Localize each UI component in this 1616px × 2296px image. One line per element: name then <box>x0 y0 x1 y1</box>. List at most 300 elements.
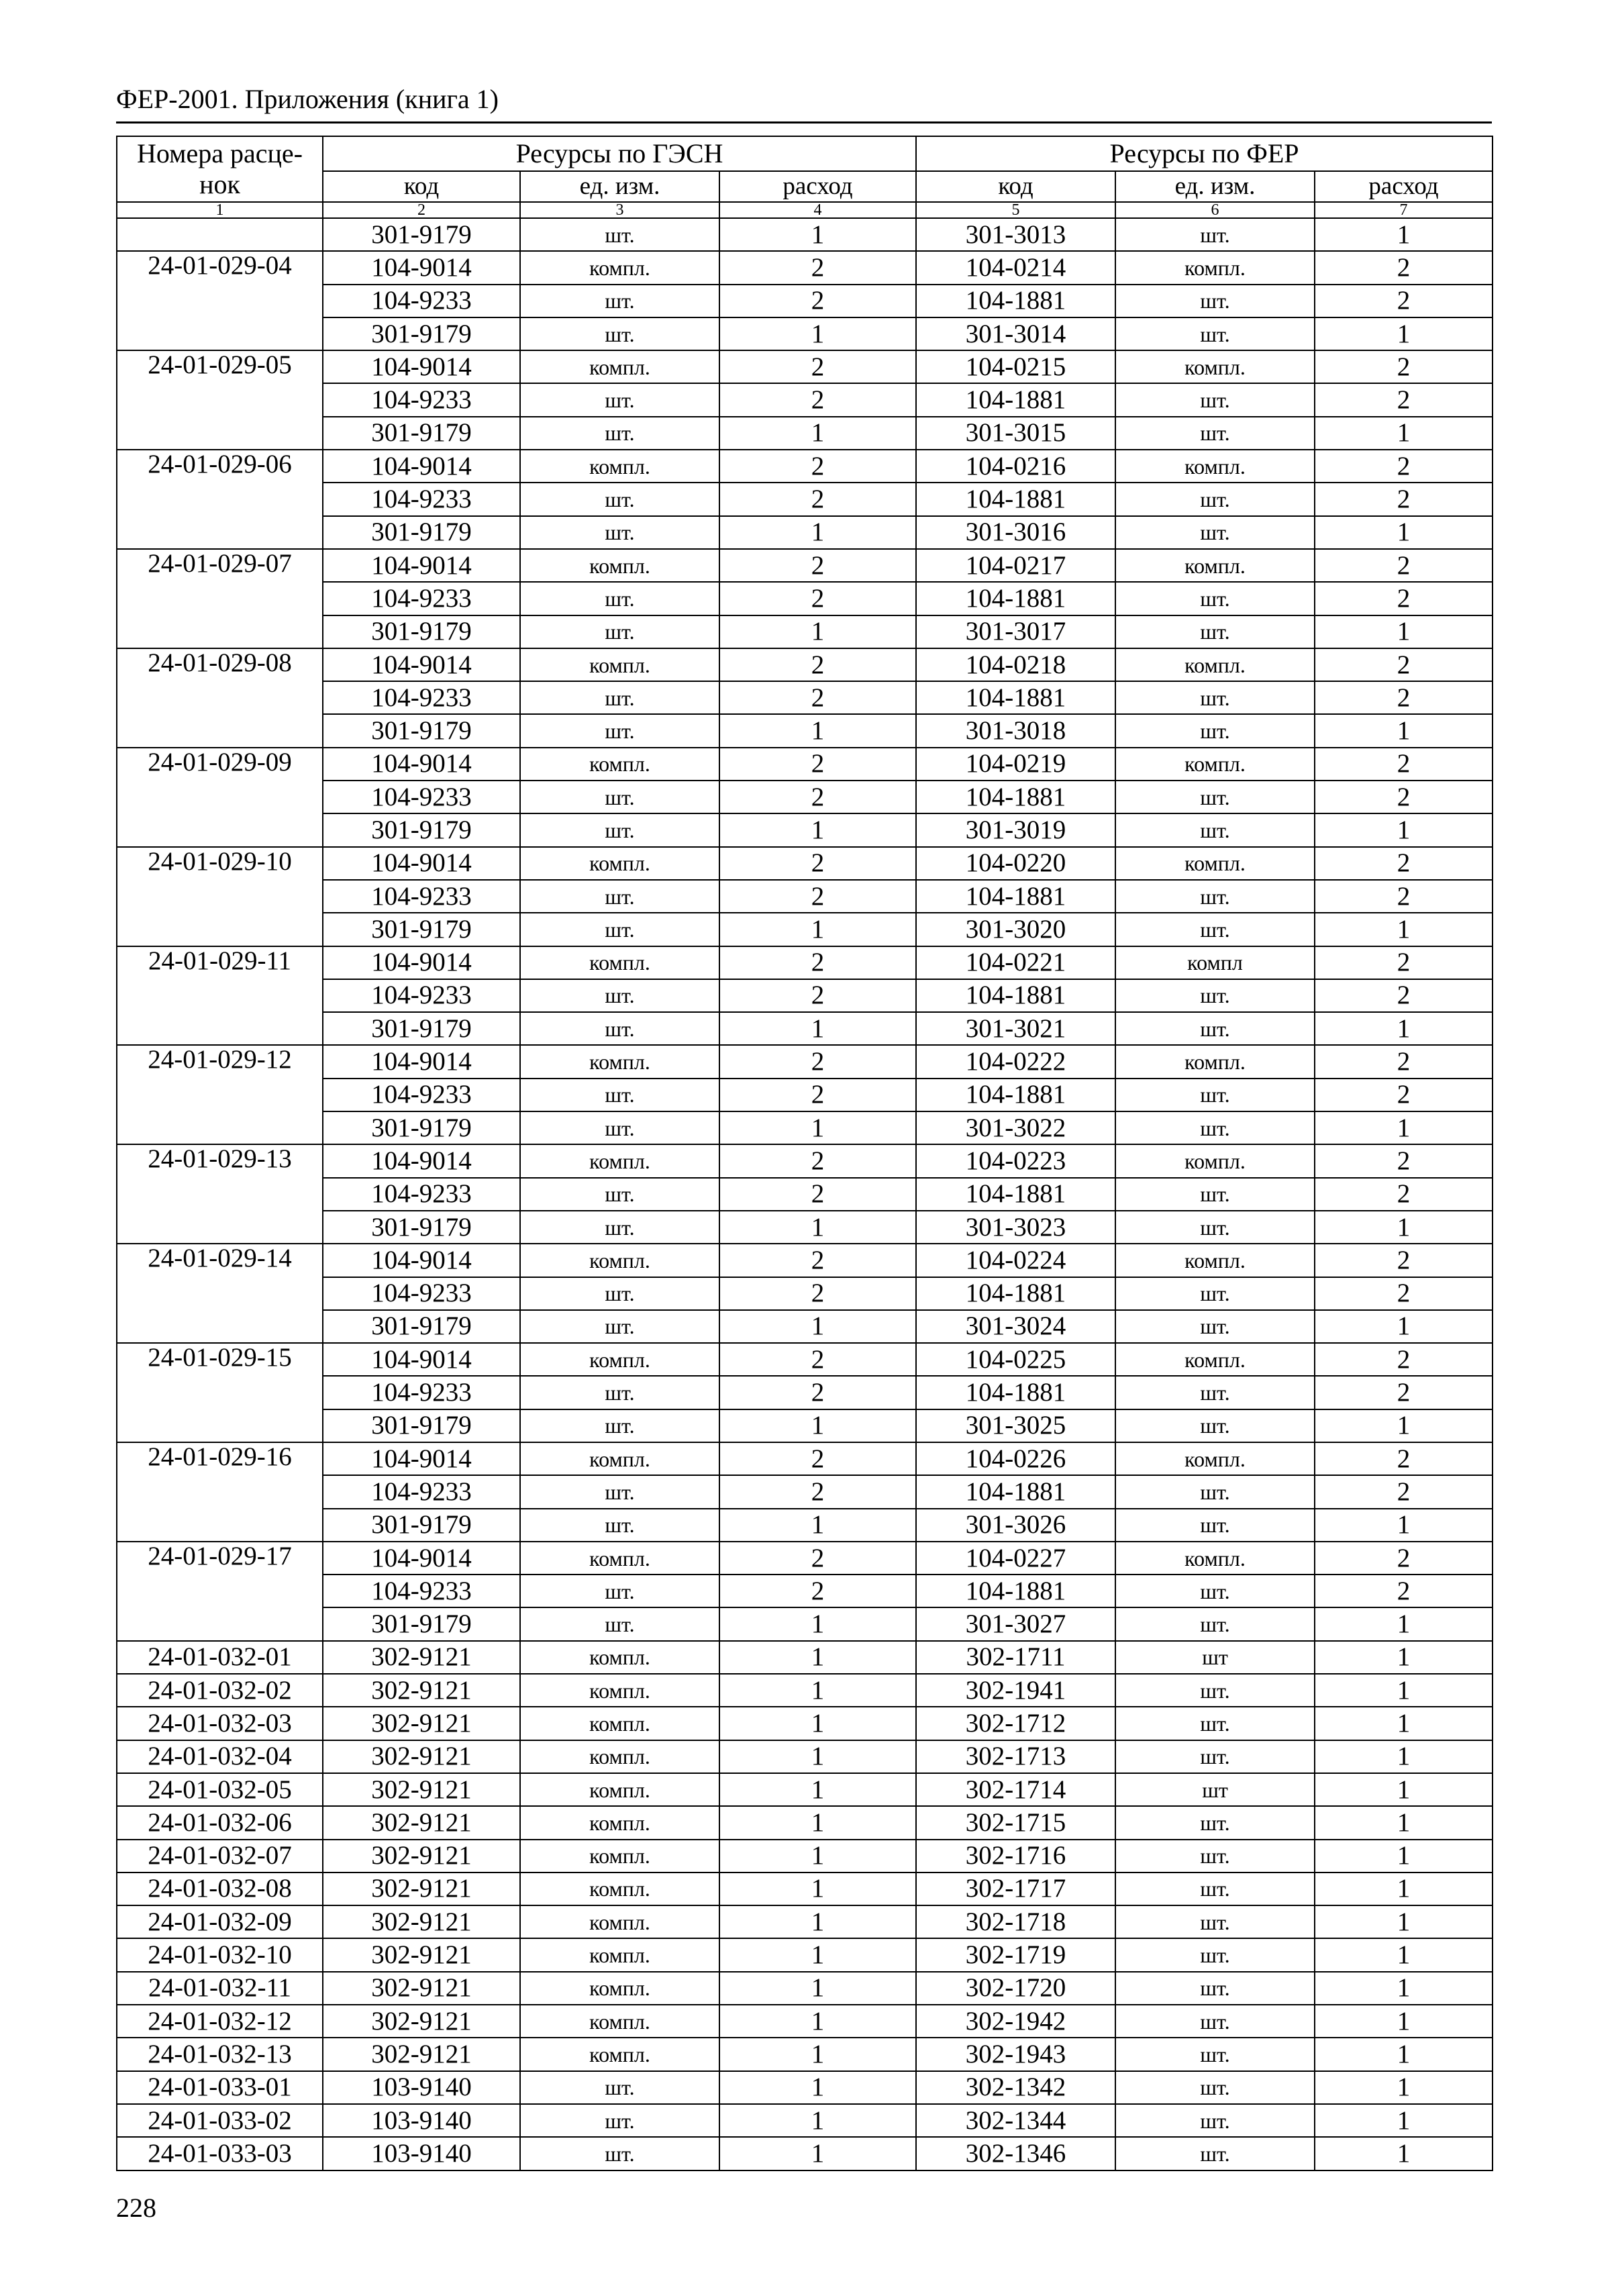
header-rule <box>116 121 1492 123</box>
rate-number-cell: 24-01-032-04 <box>117 1740 323 1773</box>
rate-number-header: Номера расце- нок <box>117 136 323 202</box>
gesn-amount-cell: 2 <box>719 450 916 483</box>
gesn-unit-cell: шт. <box>520 781 719 813</box>
fer-amount-cell: 1 <box>1315 1972 1493 2005</box>
fer-unit-cell: шт. <box>1115 483 1315 515</box>
fer-code-cell: 302-1342 <box>916 2071 1115 2104</box>
fer-code-cell: 302-1943 <box>916 2038 1115 2070</box>
table-row <box>117 582 1493 615</box>
fer-code-cell: 302-1942 <box>916 2005 1115 2038</box>
fer-amount-header: расход <box>1315 171 1493 202</box>
fer-amount-cell: 1 <box>1315 913 1493 946</box>
fer-code-cell: 104-0226 <box>916 1442 1115 1475</box>
fer-code-cell: 302-1346 <box>916 2137 1115 2170</box>
gesn-code-cell: 302-9121 <box>323 1840 520 1873</box>
gesn-code-cell: 104-9014 <box>323 1045 520 1078</box>
fer-amount-cell: 2 <box>1315 1475 1493 1508</box>
fer-amount-cell: 1 <box>1315 1938 1493 1971</box>
gesn-amount-cell: 2 <box>719 648 916 681</box>
table-row <box>117 1972 1493 2005</box>
gesn-unit-cell: шт. <box>520 714 719 747</box>
table-row <box>117 1674 1493 1707</box>
gesn-code-cell: 104-9233 <box>323 1277 520 1310</box>
fer-unit-cell: шт. <box>1115 1509 1315 1542</box>
fer-amount-cell: 1 <box>1315 1641 1493 1674</box>
fer-code-cell: 302-1718 <box>916 1905 1115 1938</box>
fer-amount-cell: 2 <box>1315 748 1493 781</box>
fer-unit-cell: шт. <box>1115 1211 1315 1244</box>
fer-amount-cell: 1 <box>1315 2071 1493 2104</box>
gesn-amount-cell: 2 <box>719 1542 916 1575</box>
fer-unit-cell: шт. <box>1115 285 1315 317</box>
gesn-amount-header: расход <box>719 171 916 202</box>
fer-code-cell: 104-0215 <box>916 350 1115 383</box>
gesn-amount-cell: 2 <box>719 1178 916 1211</box>
fer-unit-cell: компл <box>1115 946 1315 979</box>
fer-code-cell: 302-1719 <box>916 1938 1115 1971</box>
table-row <box>117 748 1493 781</box>
gesn-unit-cell: компл. <box>520 1244 719 1277</box>
gesn-amount-cell: 2 <box>719 483 916 515</box>
fer-amount-cell: 1 <box>1315 2104 1493 2137</box>
rate-number-cell: 24-01-032-06 <box>117 1806 323 1839</box>
gesn-code-cell: 104-9233 <box>323 681 520 714</box>
fer-unit-cell: компл. <box>1115 1144 1315 1177</box>
gesn-code-cell: 104-9014 <box>323 1542 520 1575</box>
fer-unit-cell: шт. <box>1115 714 1315 747</box>
gesn-code-cell: 301-9179 <box>323 417 520 450</box>
gesn-code-cell: 302-9121 <box>323 1905 520 1938</box>
fer-unit-cell: шт. <box>1115 1178 1315 1211</box>
table-row <box>117 516 1493 549</box>
gesn-amount-cell: 1 <box>719 714 916 747</box>
fer-unit-cell: компл. <box>1115 549 1315 582</box>
table-row <box>117 1707 1493 1740</box>
gesn-amount-cell: 2 <box>719 946 916 979</box>
fer-unit-cell: шт. <box>1115 913 1315 946</box>
gesn-unit-cell: компл. <box>520 1144 719 1177</box>
fer-amount-cell: 1 <box>1315 516 1493 549</box>
table-row <box>117 1079 1493 1111</box>
fer-code-cell: 301-3013 <box>916 218 1115 251</box>
gesn-code-cell: 302-9121 <box>323 1707 520 1740</box>
rate-number-cell: 24-01-029-07 <box>117 549 323 648</box>
fer-amount-cell: 2 <box>1315 383 1493 416</box>
gesn-code-cell: 104-9233 <box>323 1376 520 1409</box>
fer-code-cell: 302-1715 <box>916 1806 1115 1839</box>
table-row <box>117 549 1493 582</box>
fer-code-cell: 104-0225 <box>916 1343 1115 1376</box>
fer-unit-cell: шт. <box>1115 1475 1315 1508</box>
fer-code-cell: 302-1720 <box>916 1972 1115 2005</box>
gesn-code-cell: 104-9014 <box>323 350 520 383</box>
gesn-code-cell: 104-9014 <box>323 847 520 880</box>
table-row <box>117 1442 1493 1475</box>
fer-unit-cell: шт. <box>1115 781 1315 813</box>
fer-code-cell: 302-1712 <box>916 1707 1115 1740</box>
gesn-unit-cell: шт. <box>520 1211 719 1244</box>
gesn-unit-cell: шт. <box>520 2071 719 2104</box>
fer-unit-cell: шт. <box>1115 2038 1315 2070</box>
fer-code-cell: 104-0223 <box>916 1144 1115 1177</box>
fer-unit-cell: шт. <box>1115 880 1315 913</box>
fer-unit-cell: компл. <box>1115 648 1315 681</box>
gesn-unit-header: ед. изм. <box>520 171 719 202</box>
fer-unit-cell: шт. <box>1115 1873 1315 1905</box>
gesn-amount-cell: 2 <box>719 285 916 317</box>
fer-unit-cell: шт. <box>1115 681 1315 714</box>
gesn-code-cell: 104-9233 <box>323 483 520 515</box>
gesn-unit-cell: шт. <box>520 913 719 946</box>
fer-amount-cell: 2 <box>1315 946 1493 979</box>
gesn-code-cell: 301-9179 <box>323 1607 520 1640</box>
fer-unit-cell: шт. <box>1115 1806 1315 1839</box>
gesn-amount-cell: 2 <box>719 251 916 284</box>
column-number: 6 <box>1115 202 1315 218</box>
fer-amount-cell: 2 <box>1315 1045 1493 1078</box>
fer-code-cell: 301-3014 <box>916 317 1115 350</box>
gesn-amount-cell: 1 <box>719 516 916 549</box>
table-row <box>117 1144 1493 1177</box>
column-number: 1 <box>117 202 323 218</box>
fer-unit-cell: шт. <box>1115 1905 1315 1938</box>
table-row <box>117 1873 1493 1905</box>
fer-amount-cell: 2 <box>1315 1144 1493 1177</box>
table-row <box>117 1409 1493 1442</box>
fer-code-cell: 104-0216 <box>916 450 1115 483</box>
gesn-amount-cell: 1 <box>719 2137 916 2170</box>
fer-amount-cell: 1 <box>1315 1873 1493 1905</box>
fer-unit-cell: шт. <box>1115 1707 1315 1740</box>
fer-amount-cell: 1 <box>1315 2038 1493 2070</box>
rate-number-cell: 24-01-029-08 <box>117 648 323 748</box>
gesn-unit-cell: шт. <box>520 1409 719 1442</box>
table-body <box>117 218 1493 2170</box>
fer-amount-cell: 1 <box>1315 813 1493 846</box>
table-row <box>117 681 1493 714</box>
column-number: 3 <box>520 202 719 218</box>
gesn-unit-cell: компл. <box>520 748 719 781</box>
fer-code-cell: 302-1713 <box>916 1740 1115 1773</box>
gesn-code-cell: 301-9179 <box>323 1409 520 1442</box>
gesn-amount-cell: 2 <box>719 1277 916 1310</box>
gesn-amount-cell: 1 <box>719 1806 916 1839</box>
gesn-amount-cell: 2 <box>719 1343 916 1376</box>
fer-unit-cell: шт. <box>1115 1079 1315 1111</box>
fer-code-cell: 104-0222 <box>916 1045 1115 1078</box>
gesn-code-cell: 104-9233 <box>323 383 520 416</box>
gesn-code-cell: 104-9014 <box>323 450 520 483</box>
gesn-unit-cell: компл. <box>520 1343 719 1376</box>
fer-amount-cell: 1 <box>1315 714 1493 747</box>
gesn-code-cell: 301-9179 <box>323 1310 520 1343</box>
rate-number-cell: 24-01-033-03 <box>117 2137 323 2170</box>
fer-unit-cell: компл. <box>1115 748 1315 781</box>
fer-unit-cell: шт. <box>1115 218 1315 251</box>
gesn-amount-cell: 1 <box>719 913 916 946</box>
gesn-unit-cell: компл. <box>520 2005 719 2038</box>
page-number: 228 <box>116 2193 156 2223</box>
fer-amount-cell: 2 <box>1315 350 1493 383</box>
table-row <box>117 450 1493 483</box>
column-number: 7 <box>1315 202 1493 218</box>
gesn-code-cell: 302-9121 <box>323 1873 520 1905</box>
gesn-unit-cell: компл. <box>520 847 719 880</box>
gesn-amount-cell: 2 <box>719 1079 916 1111</box>
table-row <box>117 1178 1493 1211</box>
fer-code-cell: 104-1881 <box>916 483 1115 515</box>
table-row <box>117 880 1493 913</box>
fer-code-cell: 104-0220 <box>916 847 1115 880</box>
fer-amount-cell: 2 <box>1315 1442 1493 1475</box>
fer-amount-cell: 2 <box>1315 1178 1493 1211</box>
gesn-code-cell: 104-9014 <box>323 946 520 979</box>
gesn-amount-cell: 1 <box>719 2071 916 2104</box>
gesn-code-cell: 302-9121 <box>323 1740 520 1773</box>
table-row <box>117 218 1493 251</box>
gesn-unit-cell: шт. <box>520 285 719 317</box>
table-row <box>117 417 1493 450</box>
fer-code-cell: 104-1881 <box>916 681 1115 714</box>
gesn-amount-cell: 1 <box>719 417 916 450</box>
table-row <box>117 1111 1493 1144</box>
fer-code-cell: 104-1881 <box>916 1376 1115 1409</box>
fer-amount-cell: 2 <box>1315 781 1493 813</box>
fer-code-cell: 301-3024 <box>916 1310 1115 1343</box>
gesn-code-cell: 104-9014 <box>323 251 520 284</box>
gesn-code-cell: 302-9121 <box>323 2005 520 2038</box>
gesn-amount-cell: 1 <box>719 813 916 846</box>
rate-number-cell: 24-01-033-01 <box>117 2071 323 2104</box>
table-row <box>117 1938 1493 1971</box>
rate-number-cell: 24-01-029-06 <box>117 450 323 549</box>
column-number: 5 <box>916 202 1115 218</box>
gesn-unit-cell: компл. <box>520 549 719 582</box>
fer-code-cell: 104-0227 <box>916 1542 1115 1575</box>
table-row <box>117 1310 1493 1343</box>
gesn-code-cell: 104-9233 <box>323 781 520 813</box>
fer-amount-cell: 1 <box>1315 1509 1493 1542</box>
fer-unit-cell: шт. <box>1115 417 1315 450</box>
gesn-unit-cell: компл. <box>520 946 719 979</box>
gesn-amount-cell: 1 <box>719 1607 916 1640</box>
gesn-code-cell: 104-9233 <box>323 880 520 913</box>
fer-unit-cell: шт. <box>1115 582 1315 615</box>
fer-unit-cell: шт. <box>1115 383 1315 416</box>
rate-number-cell: 24-01-029-16 <box>117 1442 323 1542</box>
gesn-amount-cell: 2 <box>719 781 916 813</box>
fer-code-cell: 104-1881 <box>916 880 1115 913</box>
table-row <box>117 2104 1493 2137</box>
table-row <box>117 1607 1493 1640</box>
table-row <box>117 1012 1493 1045</box>
fer-resources-header: Ресурсы по ФЕР <box>916 136 1493 171</box>
gesn-code-cell: 104-9014 <box>323 549 520 582</box>
fer-amount-cell: 2 <box>1315 979 1493 1012</box>
fer-amount-cell: 1 <box>1315 2137 1493 2170</box>
fer-amount-cell: 1 <box>1315 1211 1493 1244</box>
fer-code-cell: 301-3016 <box>916 516 1115 549</box>
fer-code-cell: 104-1881 <box>916 1575 1115 1607</box>
gesn-code-cell: 301-9179 <box>323 714 520 747</box>
gesn-unit-cell: шт. <box>520 516 719 549</box>
gesn-amount-cell: 1 <box>719 1674 916 1707</box>
gesn-code-cell: 302-9121 <box>323 1641 520 1674</box>
gesn-code-header: код <box>323 171 520 202</box>
fer-code-cell: 302-1711 <box>916 1641 1115 1674</box>
gesn-amount-cell: 1 <box>719 1740 916 1773</box>
fer-unit-cell: компл. <box>1115 1244 1315 1277</box>
table-row <box>117 781 1493 813</box>
fer-unit-cell: шт. <box>1115 1575 1315 1607</box>
rate-number-cell: 24-01-032-12 <box>117 2005 323 2038</box>
fer-amount-cell: 1 <box>1315 1905 1493 1938</box>
fer-amount-cell: 2 <box>1315 483 1493 515</box>
gesn-amount-cell: 2 <box>719 549 916 582</box>
gesn-amount-cell: 2 <box>719 582 916 615</box>
table-row <box>117 1641 1493 1674</box>
table-row <box>117 714 1493 747</box>
fer-code-cell: 104-0219 <box>916 748 1115 781</box>
gesn-amount-cell: 2 <box>719 748 916 781</box>
gesn-amount-cell: 2 <box>719 1376 916 1409</box>
fer-unit-cell: компл. <box>1115 1442 1315 1475</box>
rate-number-cell: 24-01-032-02 <box>117 1674 323 1707</box>
fer-amount-cell: 2 <box>1315 1277 1493 1310</box>
table-row <box>117 1244 1493 1277</box>
rate-number-cell: 24-01-032-08 <box>117 1873 323 1905</box>
gesn-unit-cell: компл. <box>520 1905 719 1938</box>
gesn-code-cell: 104-9014 <box>323 1144 520 1177</box>
fer-amount-cell: 2 <box>1315 549 1493 582</box>
gesn-amount-cell: 2 <box>719 880 916 913</box>
gesn-code-cell: 302-9121 <box>323 2038 520 2070</box>
fer-unit-cell: шт. <box>1115 2005 1315 2038</box>
fer-unit-cell: шт. <box>1115 1376 1315 1409</box>
page-header: ФЕР-2001. Приложения (книга 1) <box>116 84 499 114</box>
gesn-unit-cell: шт. <box>520 1376 719 1409</box>
gesn-unit-cell: шт. <box>520 218 719 251</box>
gesn-code-cell: 104-9233 <box>323 285 520 317</box>
fer-amount-cell: 1 <box>1315 1111 1493 1144</box>
fer-amount-cell: 1 <box>1315 1840 1493 1873</box>
fer-code-header: код <box>916 171 1115 202</box>
table-row <box>117 251 1493 284</box>
fer-unit-cell: компл. <box>1115 1343 1315 1376</box>
table-row <box>117 383 1493 416</box>
gesn-amount-cell: 1 <box>719 1873 916 1905</box>
gesn-unit-cell: шт. <box>520 1475 719 1508</box>
table-row <box>117 1376 1493 1409</box>
gesn-code-cell: 301-9179 <box>323 1211 520 1244</box>
fer-unit-cell: шт <box>1115 1773 1315 1806</box>
gesn-amount-cell: 2 <box>719 681 916 714</box>
gesn-unit-cell: компл. <box>520 350 719 383</box>
gesn-amount-cell: 1 <box>719 1111 916 1144</box>
gesn-amount-cell: 2 <box>719 1045 916 1078</box>
fer-code-cell: 104-1881 <box>916 1178 1115 1211</box>
table-row <box>117 483 1493 515</box>
fer-unit-cell: компл. <box>1115 1045 1315 1078</box>
rate-number-cell: 24-01-029-14 <box>117 1244 323 1343</box>
gesn-code-cell: 301-9179 <box>323 317 520 350</box>
fer-code-cell: 104-1881 <box>916 582 1115 615</box>
fer-amount-cell: 1 <box>1315 417 1493 450</box>
fer-unit-cell: шт. <box>1115 1938 1315 1971</box>
table-row <box>117 1045 1493 1078</box>
gesn-code-cell: 302-9121 <box>323 1806 520 1839</box>
fer-unit-header: ед. изм. <box>1115 171 1315 202</box>
gesn-unit-cell: шт. <box>520 979 719 1012</box>
gesn-code-cell: 301-9179 <box>323 218 520 251</box>
fer-unit-cell: компл. <box>1115 1542 1315 1575</box>
gesn-code-cell: 104-9233 <box>323 1475 520 1508</box>
fer-code-cell: 302-1941 <box>916 1674 1115 1707</box>
table-row <box>117 1575 1493 1607</box>
gesn-amount-cell: 1 <box>719 615 916 648</box>
gesn-amount-cell: 2 <box>719 1244 916 1277</box>
fer-unit-cell: компл. <box>1115 350 1315 383</box>
gesn-unit-cell: шт. <box>520 2104 719 2137</box>
fer-unit-cell: шт. <box>1115 1310 1315 1343</box>
gesn-unit-cell: шт. <box>520 615 719 648</box>
fer-code-cell: 104-0218 <box>916 648 1115 681</box>
fer-unit-cell: шт. <box>1115 2137 1315 2170</box>
fer-amount-cell: 1 <box>1315 1012 1493 1045</box>
gesn-code-cell: 302-9121 <box>323 1972 520 2005</box>
gesn-unit-cell: компл. <box>520 1806 719 1839</box>
gesn-code-cell: 104-9233 <box>323 1079 520 1111</box>
gesn-unit-cell: компл. <box>520 1045 719 1078</box>
gesn-amount-cell: 2 <box>719 847 916 880</box>
gesn-amount-cell: 1 <box>719 2104 916 2137</box>
gesn-code-cell: 301-9179 <box>323 813 520 846</box>
gesn-code-cell: 103-9140 <box>323 2137 520 2170</box>
table-row <box>117 813 1493 846</box>
gesn-code-cell: 302-9121 <box>323 1938 520 1971</box>
gesn-amount-cell: 1 <box>719 2038 916 2070</box>
gesn-amount-cell: 2 <box>719 1575 916 1607</box>
fer-amount-cell: 1 <box>1315 1707 1493 1740</box>
rate-number-cell: 24-01-032-10 <box>117 1938 323 1971</box>
gesn-unit-cell: шт. <box>520 2137 719 2170</box>
fer-unit-cell: шт. <box>1115 516 1315 549</box>
fer-amount-cell: 1 <box>1315 615 1493 648</box>
fer-amount-cell: 2 <box>1315 847 1493 880</box>
gesn-unit-cell: компл. <box>520 1773 719 1806</box>
gesn-unit-cell: компл. <box>520 1707 719 1740</box>
fer-code-cell: 301-3025 <box>916 1409 1115 1442</box>
fer-amount-cell: 1 <box>1315 317 1493 350</box>
gesn-unit-cell: шт. <box>520 383 719 416</box>
gesn-code-cell: 301-9179 <box>323 516 520 549</box>
gesn-code-cell: 104-9233 <box>323 979 520 1012</box>
column-number: 2 <box>323 202 520 218</box>
fer-unit-cell: шт. <box>1115 1607 1315 1640</box>
table-row <box>117 1806 1493 1839</box>
fer-unit-cell: шт. <box>1115 1012 1315 1045</box>
fer-code-cell: 104-0224 <box>916 1244 1115 1277</box>
fer-code-cell: 301-3026 <box>916 1509 1115 1542</box>
rate-number-cell: 24-01-029-11 <box>117 946 323 1046</box>
table-row <box>117 1905 1493 1938</box>
rate-number-cell: 24-01-029-15 <box>117 1343 323 1442</box>
fer-code-cell: 104-1881 <box>916 781 1115 813</box>
gesn-unit-cell: компл. <box>520 1840 719 1873</box>
gesn-unit-cell: компл. <box>520 1674 719 1707</box>
fer-code-cell: 104-0221 <box>916 946 1115 979</box>
gesn-unit-cell: шт. <box>520 417 719 450</box>
